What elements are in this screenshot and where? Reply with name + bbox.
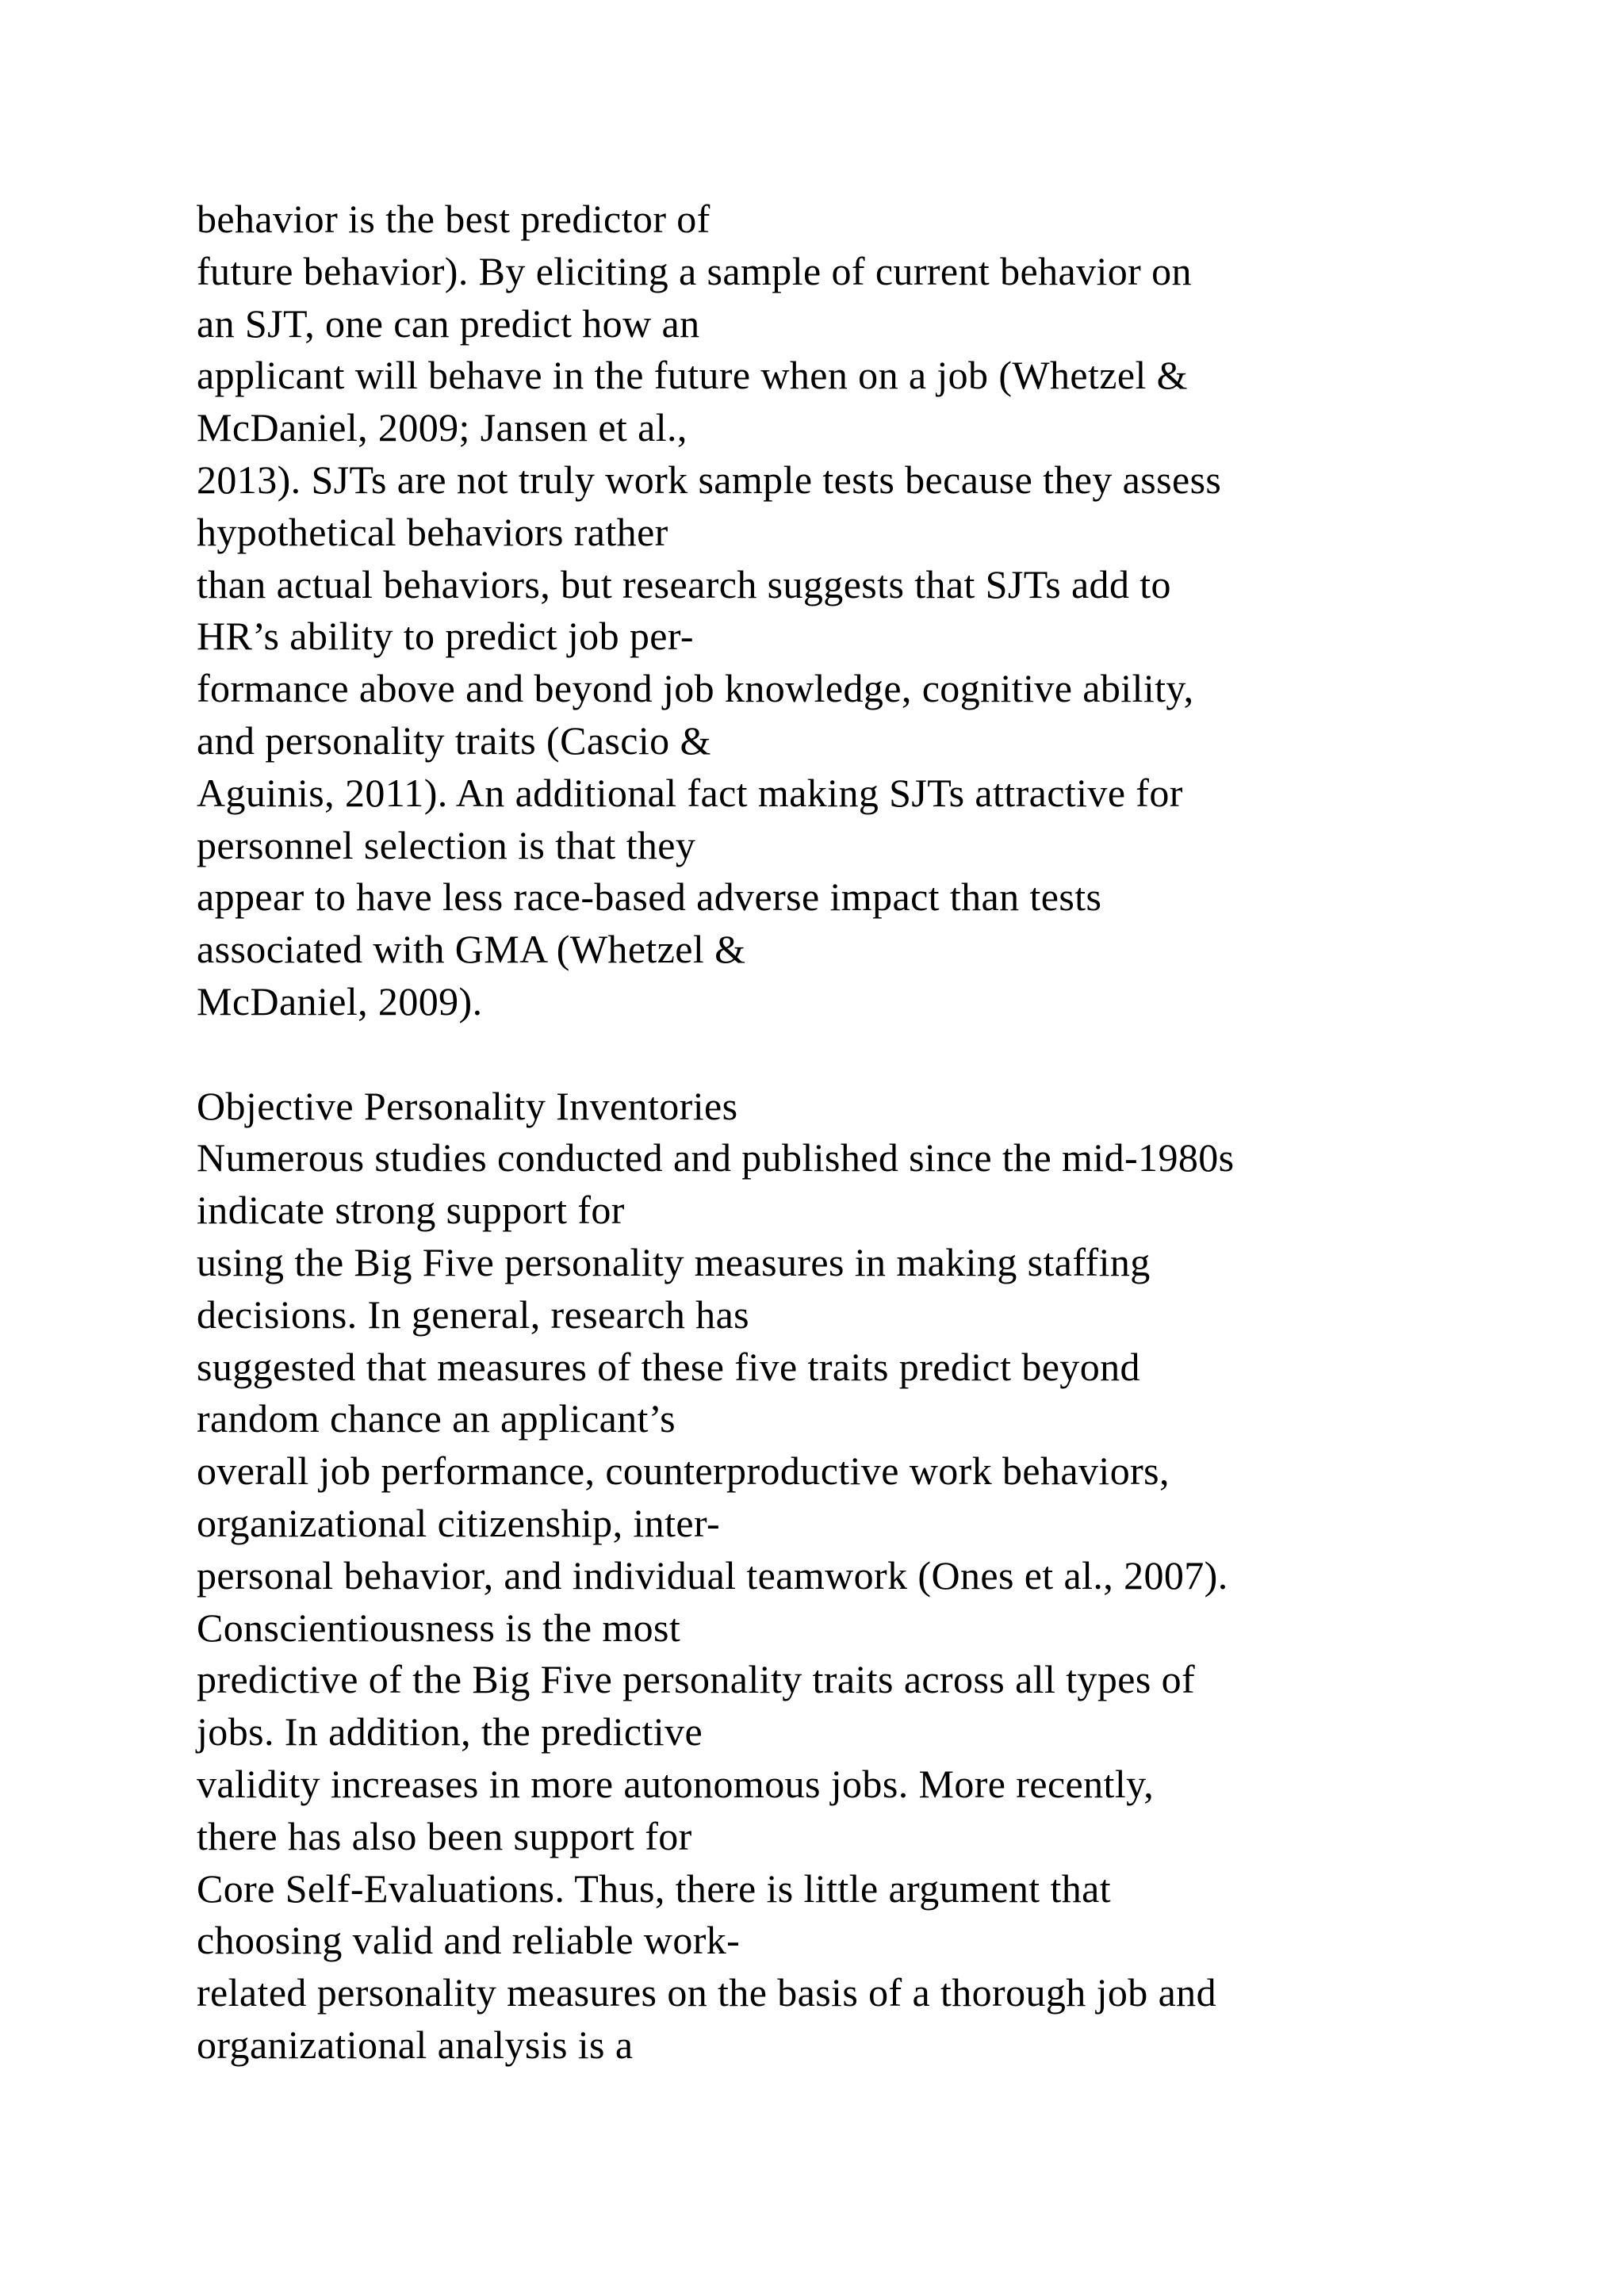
text-line: validity increases in more autonomous jobs. More recently, bbox=[197, 1761, 1155, 1806]
text-line: predictive of the Big Five personality traits across all types of bbox=[197, 1657, 1196, 1702]
text-line: there has also been support for bbox=[197, 1813, 692, 1858]
text-line: applicant will behave in the future when on a job (Whetzel & bbox=[197, 353, 1188, 398]
text-line: Numerous studies conducted and published since the mid-1980s bbox=[197, 1135, 1235, 1181]
text-line: random chance an applicant’s bbox=[197, 1396, 676, 1441]
text-line: Core Self-Evaluations. Thus, there is little argument that bbox=[197, 1866, 1112, 1911]
text-line: decisions. In general, research has bbox=[197, 1292, 750, 1337]
document-body bbox=[197, 193, 1545, 2072]
text-line: hypothetical behaviors rather bbox=[197, 509, 668, 554]
text-line: suggested that measures of these five traits predict beyond bbox=[197, 1344, 1140, 1389]
text-line: than actual behaviors, but research suggests that SJTs add to bbox=[197, 561, 1171, 607]
text-line: Aguinis, 2011). An additional fact making SJTs attractive for bbox=[197, 770, 1183, 815]
text-line: indicate strong support for bbox=[197, 1188, 625, 1233]
text-line: associated with GMA (Whetzel & bbox=[197, 927, 746, 972]
text-line: McDaniel, 2009; Jansen et al., bbox=[197, 405, 688, 450]
text-line: jobs. In addition, the predictive bbox=[197, 1709, 703, 1755]
text-line: and personality traits (Cascio & bbox=[197, 718, 711, 763]
text-line: an SJT, one can predict how an bbox=[197, 300, 700, 346]
text-line: organizational analysis is a bbox=[197, 2022, 634, 2067]
text-line: Conscientiousness is the most bbox=[197, 1605, 681, 1650]
section-heading: Objective Personality Inventories bbox=[197, 1083, 738, 1128]
text-line: appear to have less race-based adverse impact than tests bbox=[197, 874, 1102, 920]
text-line: using the Big Five personality measures in making staffing bbox=[197, 1239, 1151, 1284]
text-line: personal behavior, and individual teamwork (Ones et al., 2007). bbox=[197, 1552, 1228, 1598]
text-line: 2013). SJTs are not truly work sample tests because they assess bbox=[197, 457, 1222, 502]
text-line: formance above and beyond job knowledge, cognitive ability, bbox=[197, 666, 1194, 711]
text-line: McDaniel, 2009). bbox=[197, 978, 483, 1024]
text-line: future behavior). By eliciting a sample of current behavior on bbox=[197, 248, 1192, 293]
text-line: behavior is the best predictor of bbox=[197, 197, 710, 241]
text-line: personnel selection is that they bbox=[197, 822, 696, 867]
text-line: HR’s ability to predict job per- bbox=[197, 614, 694, 659]
text-line: organizational citizenship, inter- bbox=[197, 1500, 721, 1545]
text-line: choosing valid and reliable work- bbox=[197, 1918, 741, 1963]
text-line: overall job performance, counterproductive work behaviors, bbox=[197, 1448, 1170, 1494]
paragraph-gap bbox=[197, 1028, 1545, 1081]
text-line: related personality measures on the basis of a thorough job and bbox=[197, 1970, 1216, 2015]
